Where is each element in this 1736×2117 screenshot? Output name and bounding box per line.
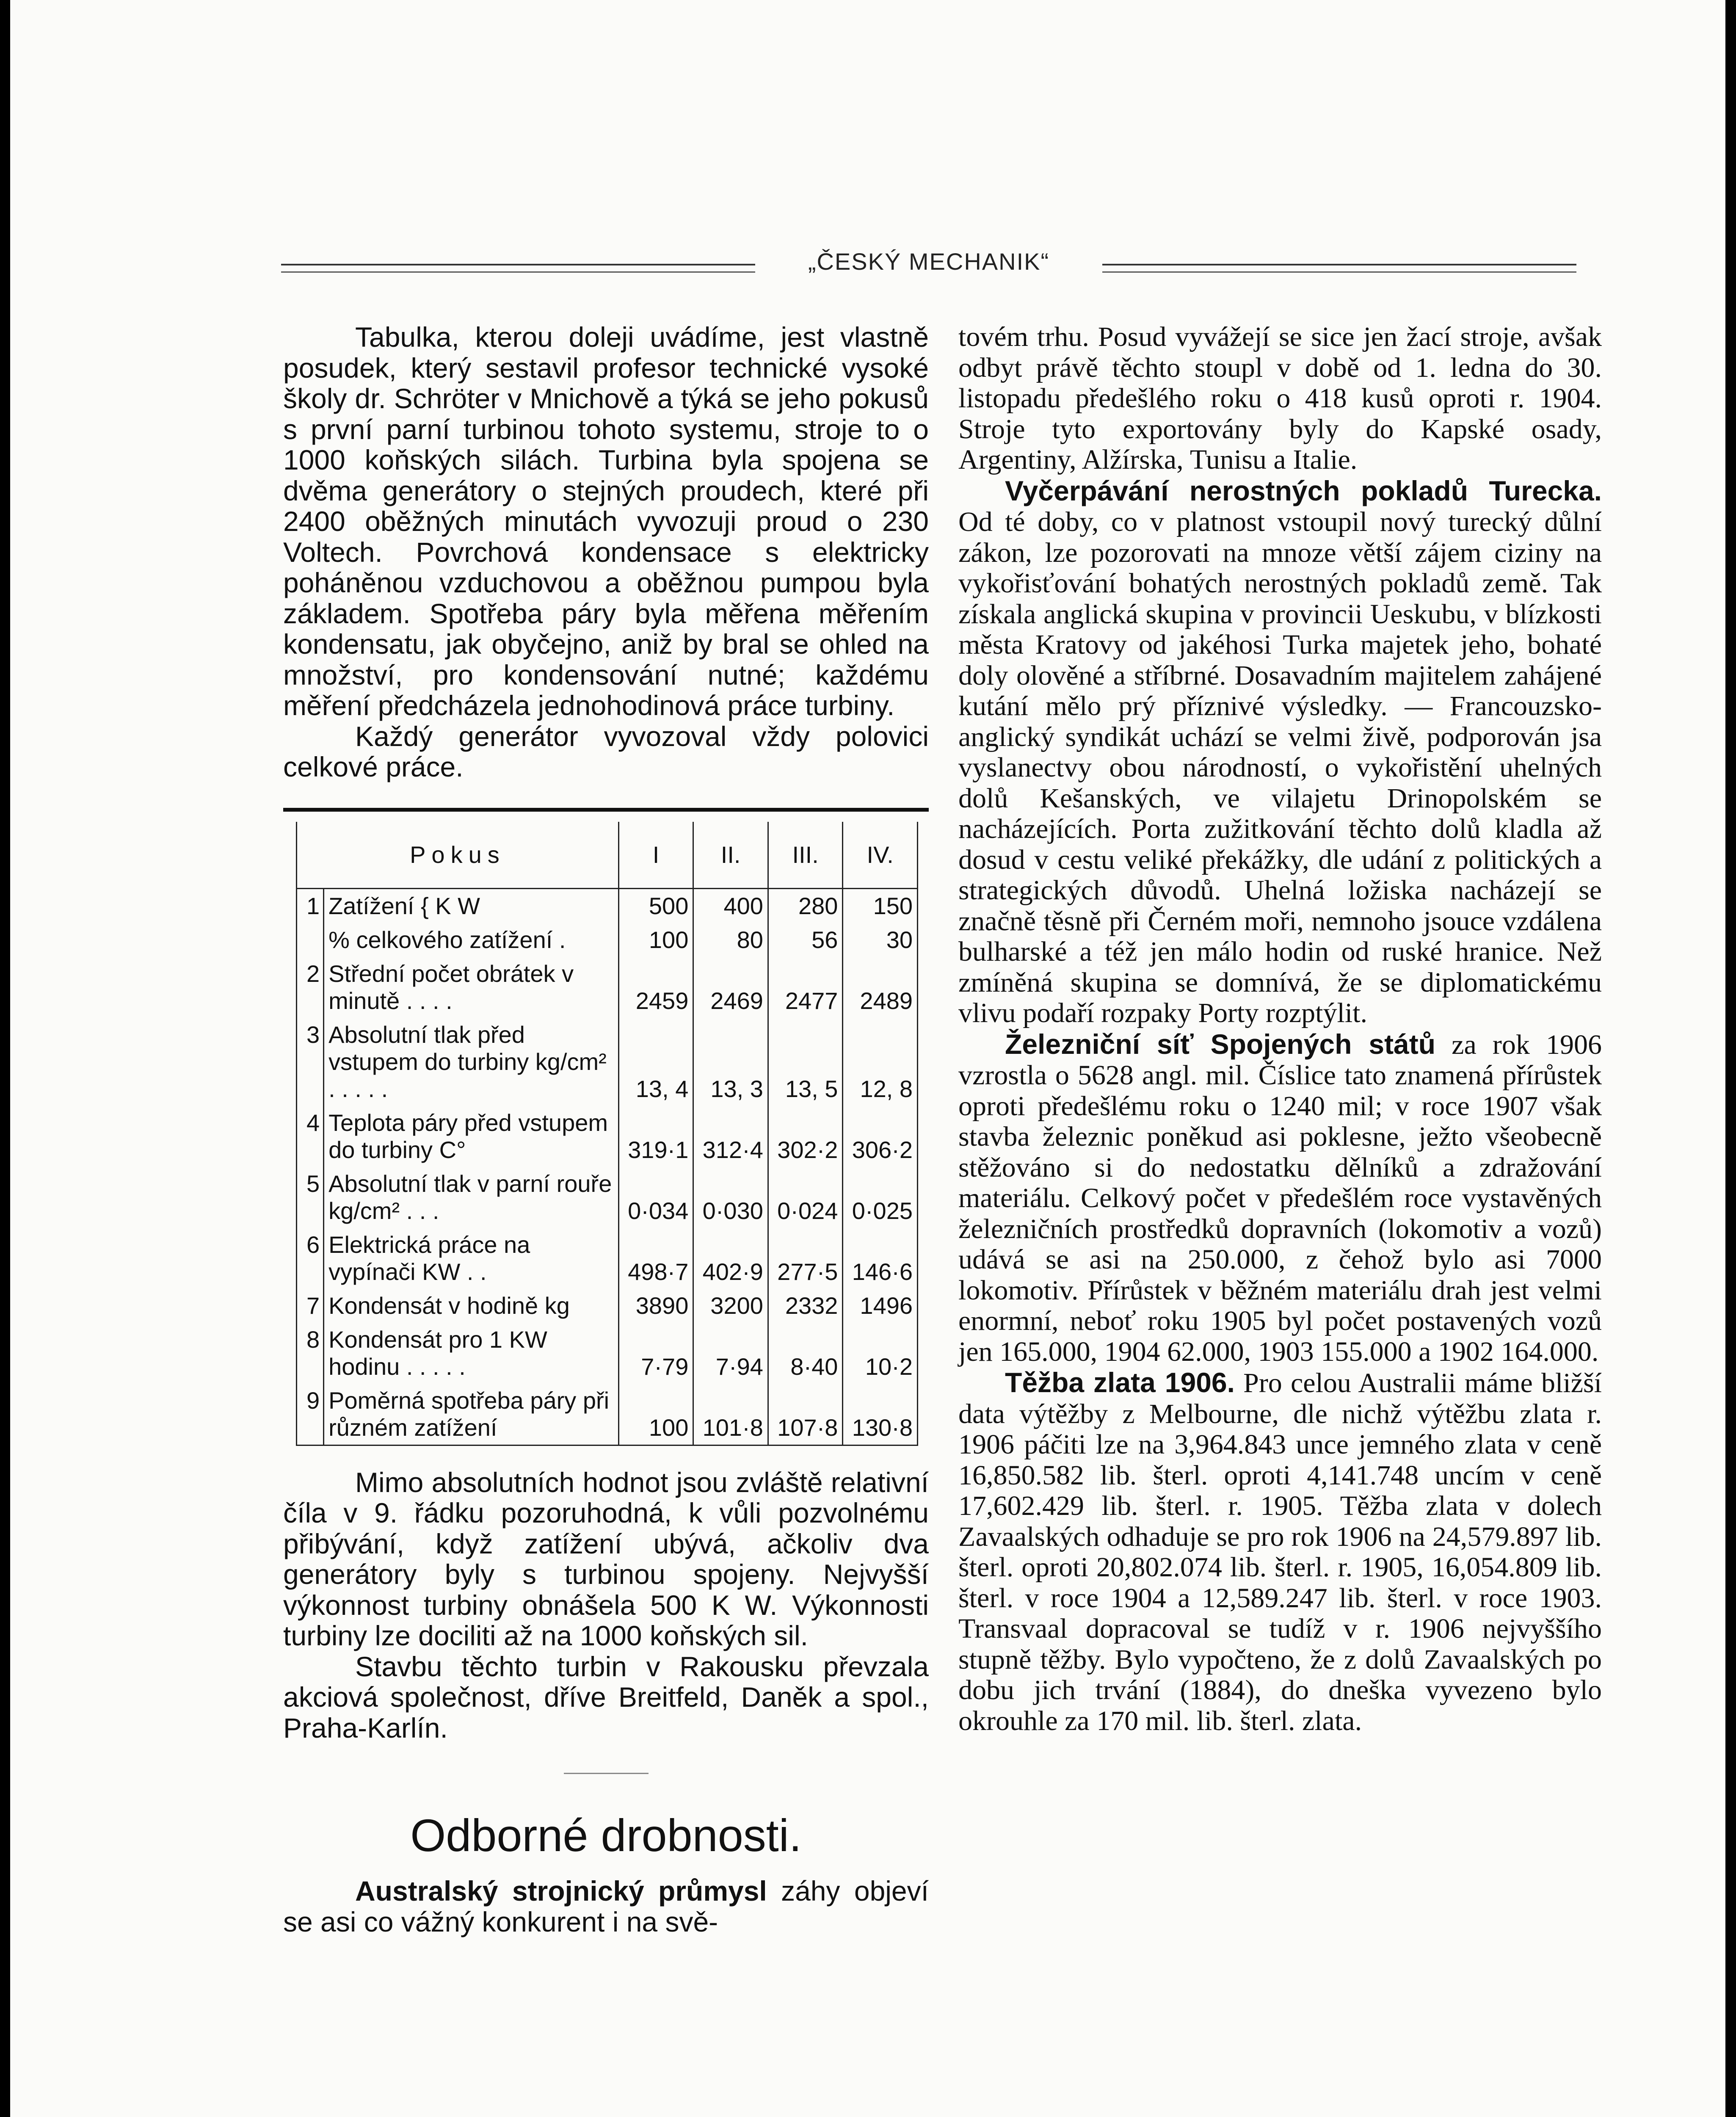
table-cell: 12, 8 <box>843 1018 918 1106</box>
table-cell: 146·6 <box>843 1228 918 1289</box>
table-cell: 0·034 <box>618 1167 693 1228</box>
table-cell: 7·79 <box>618 1323 693 1384</box>
table-cell: 500 <box>618 888 693 923</box>
table-cell: 56 <box>768 923 843 957</box>
row-number <box>297 923 324 957</box>
table-cell: 3200 <box>693 1289 768 1323</box>
table-cell: 306·2 <box>843 1106 918 1167</box>
paragraph <box>958 475 1602 1029</box>
row-number: 6 <box>297 1228 324 1289</box>
left-column <box>283 322 929 1937</box>
table-row <box>297 1228 918 1289</box>
table-cell: 280 <box>768 888 843 923</box>
table-row <box>297 923 918 957</box>
table-row <box>297 1289 918 1323</box>
table-cell: 2469 <box>693 957 768 1018</box>
table-cell: 80 <box>693 923 768 957</box>
paragraph-lead: Těžba zlata 1906. <box>1005 1367 1235 1398</box>
paragraph-text: záhy objeví se asi co vážný konkurent i na svě- <box>283 1875 929 1937</box>
row-label: Kondensát pro 1 KW hodinu . . . . . <box>324 1323 619 1384</box>
table-header-row <box>297 822 918 889</box>
table-cell: 312·4 <box>693 1106 768 1167</box>
paragraph: Mimo absolutních hodnot jsou zvláště relativní číla v 9. řádku pozoruhodná, k vůli pozvolnému přibývání, když zatížení ubývá, ačkoliv dva generátory byly s turbinou spojeny. Nejvyšší výkonnost turbiny obnášela 500 K W. Výkonnosti turbiny lze dociliti až na 1000 koňských sil. <box>283 1466 929 1651</box>
paragraph <box>958 1029 1602 1368</box>
paragraph-lead: Australský strojnický průmysl <box>355 1875 767 1907</box>
row-number: 5 <box>297 1167 324 1228</box>
table-cell: 400 <box>693 888 768 923</box>
table-cell: 0·025 <box>843 1167 918 1228</box>
row-label: Střední počet obrátek v minutě . . . . <box>324 957 619 1018</box>
table-cell: 30 <box>843 923 918 957</box>
table-cell: 0·030 <box>693 1167 768 1228</box>
row-label: Absolutní tlak v parní rouře kg/cm² . . . <box>324 1167 619 1228</box>
table-cell: 8·40 <box>768 1323 843 1384</box>
row-label: Teplota páry před vstupem do turbiny C° <box>324 1106 619 1167</box>
table-cell: 130·8 <box>843 1384 918 1445</box>
table-cell: 2459 <box>618 957 693 1018</box>
table-row <box>297 1106 918 1167</box>
table-cell: 402·9 <box>693 1228 768 1289</box>
paragraph <box>283 1876 929 1937</box>
table-cell: 100 <box>618 923 693 957</box>
table-cell: 2477 <box>768 957 843 1018</box>
running-header <box>273 248 1593 282</box>
right-column <box>958 322 1602 1736</box>
table-row <box>297 888 918 923</box>
table-cell: 1496 <box>843 1289 918 1323</box>
journal-title: „ČESKÝ MECHANIK“ <box>808 248 1050 275</box>
header-rule-right <box>1102 264 1576 273</box>
turbine-test-table <box>283 808 929 1446</box>
table-cell: 2332 <box>768 1289 843 1323</box>
row-label: Kondensát v hodině kg <box>324 1289 619 1323</box>
table-cell: 0·024 <box>768 1167 843 1228</box>
table-cell: 319·1 <box>618 1106 693 1167</box>
table-cell: 2489 <box>843 957 918 1018</box>
table-cell: 100 <box>618 1384 693 1445</box>
paragraph: Stavbu těchto turbin v Rakousku převzala akciová společnost, dříve Breitfeld, Daněk a spol., Praha-Karlín. <box>283 1650 929 1744</box>
row-label: % celkového zatížení . <box>324 923 619 957</box>
table-row <box>297 1323 918 1384</box>
table-cell: 302·2 <box>768 1106 843 1167</box>
table-cell: 3890 <box>618 1289 693 1323</box>
paragraph-text: Pro celou Australii máme bližší data výtěžby z Melbourne, dle nichž výtěžbu zlata r. 1906 páčiti lze na 3,964.843 unce jemného zlata v ceně 16,850.582 lib. šterl. oproti 4,141.748 uncím v ceně 17,602.429 lib. šterl. r. 1905. Těžba zlata v dolech Zavaalských odhaduje se pro rok 1906 na 24,579.897 lib. šterl. oproti 20,802.074 lib. šterl. r. 1905, 16,054.809 lib. šterl. v roce 1904 a 12,589.247 lib. šterl. v roce 1903. Transvaal dopracoval se tudíž v r. 1906 nejvyššího stupně těžby. Bylo vypočteno, že z dolů Zavaalských po dobu jich trvání (1884), do dneška vyvezeno bylo okrouhle za 170 mil. lib. šterl. zlata. <box>958 1368 1602 1736</box>
row-number: 2 <box>297 957 324 1018</box>
page <box>10 0 1725 2117</box>
table-cell: 107·8 <box>768 1384 843 1445</box>
row-label: Poměrná spotřeba páry při různém zatížení <box>324 1384 619 1445</box>
table-cell: 7·94 <box>693 1323 768 1384</box>
row-label: Elektrická práce na vypínači KW . . <box>324 1228 619 1289</box>
table-cell: 13, 4 <box>618 1018 693 1106</box>
row-number: 8 <box>297 1323 324 1384</box>
header-rule-left <box>281 264 755 273</box>
table-cell: 277·5 <box>768 1228 843 1289</box>
table-header-cell: I <box>618 822 693 889</box>
table-cell: 13, 5 <box>768 1018 843 1106</box>
row-number: 9 <box>297 1384 324 1445</box>
table-cell: 13, 3 <box>693 1018 768 1106</box>
paragraph <box>958 1367 1602 1736</box>
table-header-cell: III. <box>768 822 843 889</box>
table-cell: 498·7 <box>618 1228 693 1289</box>
row-number: 3 <box>297 1018 324 1106</box>
table-row <box>297 1018 918 1106</box>
row-number: 7 <box>297 1289 324 1323</box>
table-cell: 10·2 <box>843 1323 918 1384</box>
row-label: Zatížení { K W <box>324 888 619 923</box>
data-table <box>296 822 918 1446</box>
table-row <box>297 957 918 1018</box>
table-header-cell: II. <box>693 822 768 889</box>
table-cell: 101·8 <box>693 1384 768 1445</box>
table-header-cell: IV. <box>843 822 918 889</box>
table-cell: 150 <box>843 888 918 923</box>
section-divider <box>564 1773 649 1774</box>
table-header-cell: Pokus <box>297 822 619 889</box>
table-row <box>297 1384 918 1445</box>
paragraph-lead: Vyčerpávání nerostných pokladů Turecka. <box>1005 475 1602 506</box>
row-number: 1 <box>297 888 324 923</box>
table-row <box>297 1167 918 1228</box>
section-heading: Odborné drobnosti. <box>410 1810 802 1861</box>
paragraph: tovém trhu. Posud vyvážejí se sice jen žací stroje, avšak odbyt právě těchto stoupl v době od 1. ledna do 30. listopadu předešlého roku o 418 kusů oproti r. 1904. Stroje tyto exportovány byly do Kapské osady, Argentiny, Alžírska, Tunisu a Italie. <box>958 321 1602 475</box>
paragraph-lead: Železniční síť Spojených států <box>1005 1028 1436 1060</box>
paragraph: Každý generátor vyvozoval vždy polovici celkové práce. <box>283 720 929 782</box>
row-number: 4 <box>297 1106 324 1167</box>
row-label: Absolutní tlak před vstupem do turbiny kg/cm² . . . . . <box>324 1018 619 1106</box>
paragraph-text: za rok 1906 vzrostla o 5628 angl. mil. Číslice tato znamená přírůstek oproti předešlému roku o 1240 mil; v roce 1907 však stavba železnic poněkud asi poklesne, ježto všeobecně stěžováno si do nedostatku dělníků a zdražování materiálu. Celkový počet v předešlém roce vystavěných železničních prostředků dopravních (lokomotiv a vozů) udává se asi na 250.000, z čehož bylo asi 7000 lokomotiv. Přírůstek v běžném materiálu drah jest velmi enormní, neboť roku 1905 byl počet postavených vozů jen 165.000, 1904 62.000, 1903 155.000 a 1902 164.000. <box>958 1029 1602 1367</box>
paragraph: Tabulka, kterou doleji uvádíme, jest vlastně posudek, který sestavil profesor technické vysoké školy dr. Schröter v Mnichově a týká se jeho pokusů s první parní turbinou tohoto systemu, stroje to o 1000 koňských silách. Turbina byla spojena se dvěma generátory o stejných proudech, které při 2400 oběžných minutách vyvozuji proud o 230 Voltech. Povrchová kondensace s elektricky poháněnou vzduchovou a oběžnou pumpou byla základem. Spotřeba páry byla měřena měřením kondensatu, jak obyčejno, aniž by bral se ohled na množství, pro kondensování nutné; každému měření předcházela jednohodinová práce turbiny. <box>283 321 929 721</box>
paragraph-text: Od té doby, co v platnost vstoupil nový turecký důlní zákon, lze pozorovati na mnoze větší zájem ciziny na vykořisťování bohatých nerostných pokladů země. Tak získala anglická skupina v provincii Ueskubu, v blízkosti města Kratovy od jakéhosi Turka majetek jeho, bohaté doly olověné a stříbrné. Dosavadním majitelem zahájené kutání mělo prý příznivé výsledky. — Francouzsko-anglický syndikát uchází se velmi živě, podporován jsa vyslanectvy obou národností, o vykořistění uhelných dolů Kešanských, ve vilajetu Drinopolském se nacházejících. Porta zužitkování těchto dolů kladla až dosud v cestu veliké překážky, dle udání z politických a strategických důvodů. Uhelná ložiska nacházejí se značně těsně při Černém moři, nemnoho jsouce vzdálena bulharské a též jen málo hodin od ruské hranice. Než zmíněná skupina se domnívá, že se diplomatickému vlivu podaří rozpaky Porty rozptýlit. <box>958 506 1602 1028</box>
